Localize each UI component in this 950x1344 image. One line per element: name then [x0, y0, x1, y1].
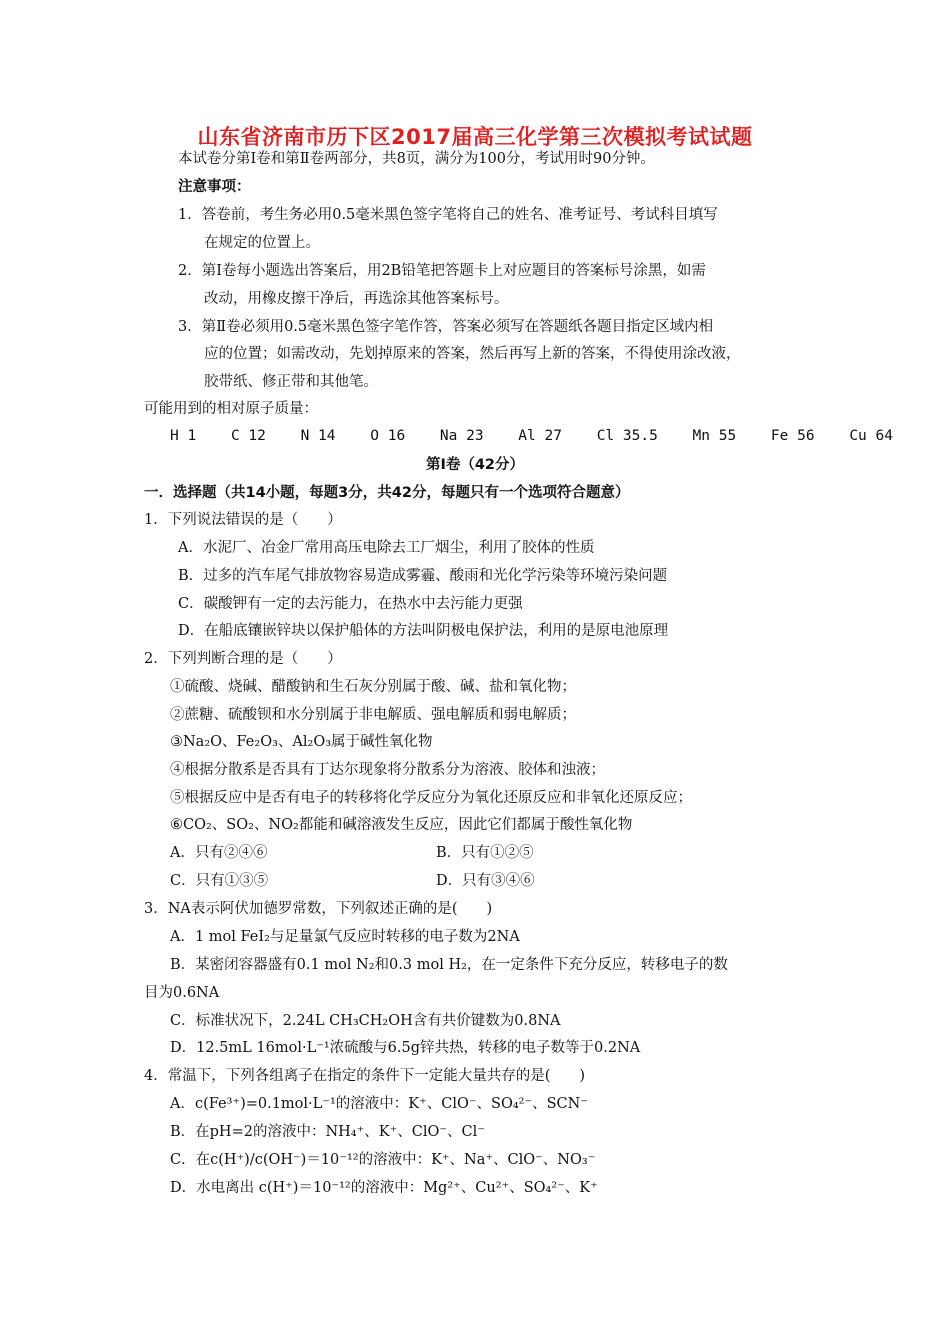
option: D．12.5mL 16mol·L⁻¹浓硫酸与6.5g锌共热，转移的电子数等于0.2NA: [170, 1040, 641, 1056]
option: B．只有①②⑤: [436, 845, 534, 861]
atomic-mass: Fe 56: [770, 428, 815, 444]
atomic-mass: Mn 55: [692, 428, 737, 444]
statement: ⑤根据反应中是否有电子的转移将化学反应分为氧化还原反应和非氧化还原反应；: [170, 790, 692, 806]
atomic-mass: H 1: [170, 428, 197, 444]
option: B．过多的汽车尾气排放物容易造成雾霾、酸雨和光化学污染等环境污染问题: [178, 568, 668, 584]
option: A．1 mol FeI₂与足量氯气反应时转移的电子数为2NA: [170, 929, 520, 945]
option: C．在c(H⁺)/c(OH⁻)＝10⁻¹²的溶液中：K⁺、Na⁺、ClO⁻、NO₃⁻: [170, 1152, 596, 1168]
option: C．碳酸钾有一定的去污能力，在热水中去污能力更强: [178, 596, 523, 612]
section1-heading: 一．选择题（共14小题，每题3分，共42分，每题只有一个选项符合题意）: [144, 485, 630, 501]
option: D．水电离出 c(H⁺)＝10⁻¹²的溶液中：Mg²⁺、Cu²⁺、SO₄²⁻、K⁺: [170, 1180, 598, 1196]
notice-line: 3．第Ⅱ卷必须用0.5毫米黑色签字笔作答，答案必须写在答题纸各题目指定区域内相: [178, 319, 714, 335]
notice-line: 1．答卷前，考生务必用0.5毫米黑色签字笔将自己的姓名、准考证号、考试科目填写: [178, 207, 718, 223]
statement: ①硫酸、烧碱、醋酸钠和生石灰分别属于酸、碱、盐和氧化物；: [170, 679, 576, 695]
notice-line: 应的位置；如需改动，先划掉原来的答案，然后再写上新的答案，不得使用涂改液，: [204, 346, 741, 362]
intro-text: 本试卷分第Ⅰ卷和第Ⅱ卷两部分，共8页，满分为100分，考试用时90分钟。: [178, 151, 655, 167]
question-stem: 1．下列说法错误的是（ ）: [144, 512, 342, 528]
atomic-mass: Cl 35.5: [596, 428, 658, 444]
notice-line: 胶带纸、修正带和其他笔。: [204, 374, 378, 390]
atomic-mass: C 12: [230, 428, 266, 444]
part1-heading: 第Ⅰ卷（42分）: [425, 457, 525, 473]
statement: ⑥CO₂、SO₂、NO₂都能和碱溶液发生反应，因此它们都属于酸性氧化物: [170, 817, 633, 833]
atomic-mass-heading: 可能用到的相对原子质量：: [144, 401, 318, 417]
question-stem: 4．常温下，下列各组离子在指定的条件下一定能大量共存的是( ): [144, 1068, 586, 1084]
option-continuation: 目为0.6NA: [144, 985, 220, 1001]
question-stem: 3．NA表示阿伏加德罗常数，下列叙述正确的是( ): [144, 901, 493, 917]
statement: ④根据分散系是否具有丁达尔现象将分散系分为溶液、胶体和浊液；: [170, 762, 605, 778]
atomic-mass: Cu 64: [849, 428, 893, 444]
atomic-mass: O 16: [370, 428, 406, 444]
statement: ③Na₂O、Fe₂O₃、Al₂O₃属于碱性氧化物: [170, 734, 433, 750]
statement: ②蔗糖、硫酸钡和水分别属于非电解质、强电解质和弱电解质；: [170, 707, 576, 723]
atomic-mass: Al 27: [518, 428, 562, 444]
option: D．只有③④⑥: [436, 873, 535, 889]
option: A．只有②④⑥: [170, 845, 268, 861]
atomic-mass-list: [170, 428, 919, 444]
atomic-mass: N 14: [300, 428, 336, 444]
option: D．在船底镶嵌锌块以保护船体的方法叫阴极电保护法，利用的是原电池原理: [178, 623, 669, 639]
exam-title: 山东省济南市历下区2017届高三化学第三次模拟考试试题: [197, 125, 753, 149]
notice-line: 改动，用橡皮擦干净后，再选涂其他答案标号。: [204, 291, 509, 307]
atomic-mass: Na 23: [439, 428, 484, 444]
option: A．c(Fe³⁺)=0.1mol·L⁻¹的溶液中：K⁺、ClO⁻、SO₄²⁻、SCN⁻: [170, 1096, 588, 1112]
option: B．在pH=2的溶液中：NH₄⁺、K⁺、ClO⁻、Cl⁻: [170, 1124, 485, 1140]
notice-heading: 注意事项：: [178, 179, 251, 195]
option: C．只有①③⑤: [170, 873, 269, 889]
option: C．标准状况下，2.24L CH₃CH₂OH含有共价键数为0.8NA: [170, 1013, 561, 1029]
option: A．水泥厂、冶金厂常用高压电除去工厂烟尘，利用了胶体的性质: [178, 540, 595, 556]
option: B．某密闭容器盛有0.1 mol N₂和0.3 mol H₂，在一定条件下充分反应，转移电子的数: [170, 957, 728, 973]
question-stem: 2．下列判断合理的是（ ）: [144, 651, 342, 667]
notice-line: 在规定的位置上。: [204, 235, 320, 251]
notice-line: 2．第Ⅰ卷每小题选出答案后，用2B铅笔把答题卡上对应题目的答案标号涂黑，如需: [178, 263, 706, 279]
